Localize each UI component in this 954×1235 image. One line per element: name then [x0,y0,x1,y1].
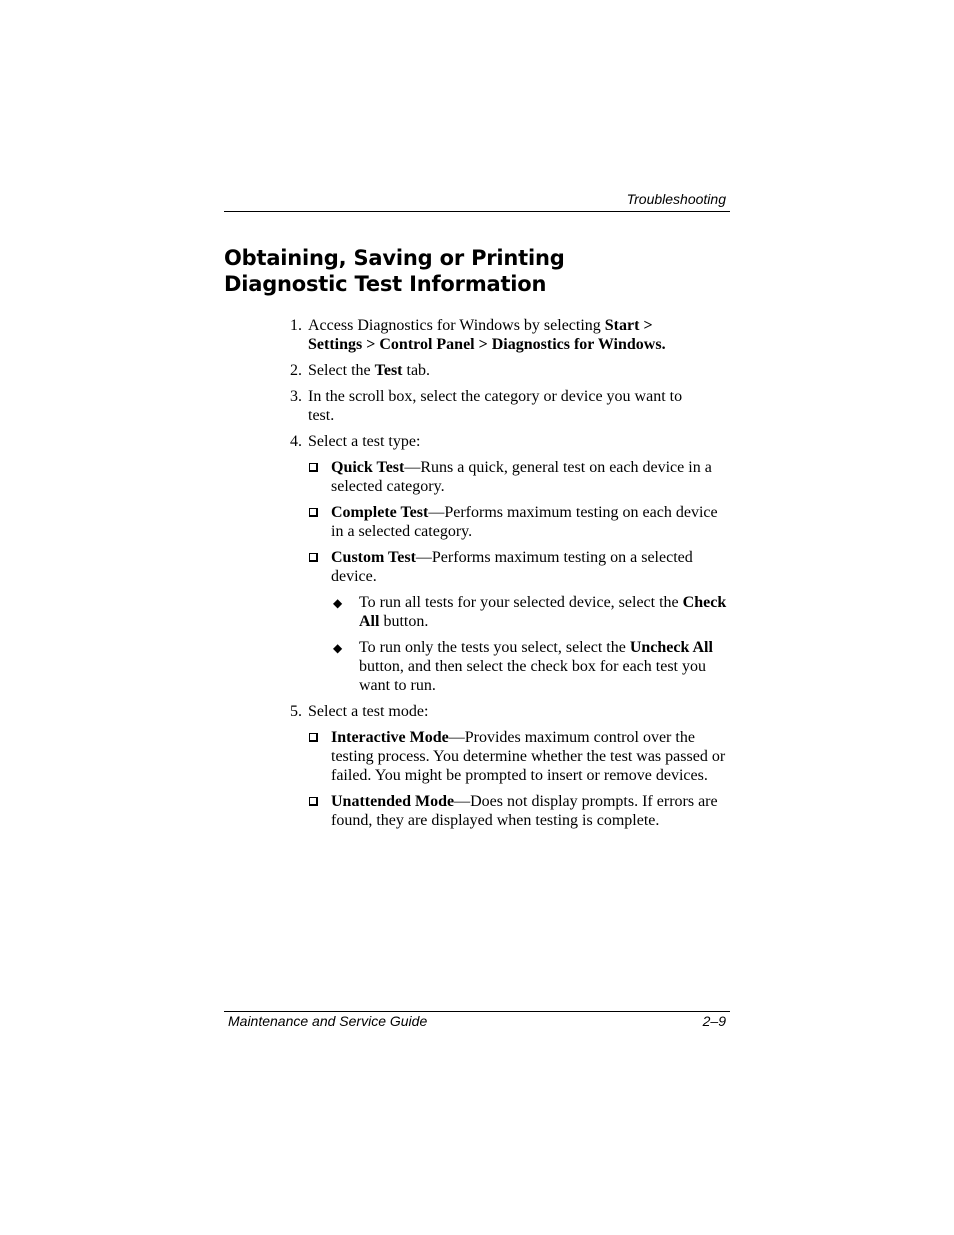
step-text: Access Diagnostics for Windows by selecting [308,317,605,334]
step-number: 4. [290,433,302,450]
checkbox-bullet-icon [309,463,318,472]
option-custom-test [308,548,732,695]
menu-control-panel: Control Panel [379,336,475,353]
step-number: 2. [290,362,302,379]
test-type-list [308,458,732,695]
checkbox-bullet-icon [309,733,318,742]
step-2 [288,361,732,380]
running-head: Troubleshooting [626,191,726,207]
step-1 [288,316,732,354]
step-text: In the scroll box, select the category or device you want to test. [308,388,683,424]
heading-line-2: Diagnostic Test Information [224,272,547,296]
option-interactive-mode [308,728,732,785]
option-description: —Performs maximum testing on each device in a selected category. [331,504,718,540]
step-5 [288,702,732,830]
step-text: Select the [308,362,375,379]
option-description: —Provides maximum control over the testing process. You determine whether the test was passed or failed. You might be prompted to insert or remove devices. [331,729,726,784]
bullet-text: To run all tests for your selected device, select the [359,594,683,611]
separator: > [362,336,380,353]
step-text: Select a test mode: [308,703,429,720]
footer-guide-title: Maintenance and Service Guide [228,1013,428,1029]
option-description: —Performs maximum testing on a selected device. [331,549,693,585]
option-description: —Runs a quick, general test on each device in a selected category. [331,459,712,495]
separator: > [639,317,653,334]
checkbox-bullet-icon [309,508,318,517]
footer-page-number: 2–9 [702,1013,726,1029]
option-label: Quick Test [331,459,405,476]
tab-test-label: Test [374,362,403,379]
test-mode-list [308,728,732,830]
option-unattended-mode [308,792,732,830]
footer-rule [224,1011,730,1012]
step-text: tab. [402,362,431,379]
bullet-check-all [331,593,732,631]
checkbox-bullet-icon [309,553,318,562]
step-3 [288,387,732,425]
option-label: Complete Test [331,504,429,521]
option-label: Interactive Mode [331,729,449,746]
step-text: Select a test type: [308,433,421,450]
option-quick-test [308,458,732,496]
diamond-bullet-icon: ◆ [333,641,343,655]
bullet-uncheck-all [331,638,732,695]
separator: > [474,336,492,353]
checkbox-bullet-icon [309,797,318,806]
heading-line-1: Obtaining, Saving or Printing [224,246,565,270]
menu-settings: Settings [308,336,363,353]
bullet-text: button, and then select the check box for each test you want to run. [359,658,706,694]
bullet-text: button. [379,613,429,630]
option-label: Unattended Mode [331,793,455,810]
bullet-text: To run only the tests you select, select the [359,639,630,656]
step-4 [288,432,732,695]
menu-start: Start [604,317,640,334]
step-number: 3. [290,388,302,405]
step-number: 1. [290,317,302,334]
custom-test-bullets [331,593,732,695]
check-all-label: Check All [359,594,727,630]
menu-diagnostics: Diagnostics for Windows. [491,336,666,353]
section-heading [224,245,565,297]
instructions [288,316,732,837]
step-number: 5. [290,703,302,720]
option-label: Custom Test [331,549,416,566]
uncheck-all-label: Uncheck All [629,639,713,656]
diamond-bullet-icon: ◆ [333,596,343,610]
option-complete-test [308,503,732,541]
option-description: —Does not display prompts. If errors are found, they are displayed when testing is complete. [331,793,718,829]
header-rule [224,211,730,212]
